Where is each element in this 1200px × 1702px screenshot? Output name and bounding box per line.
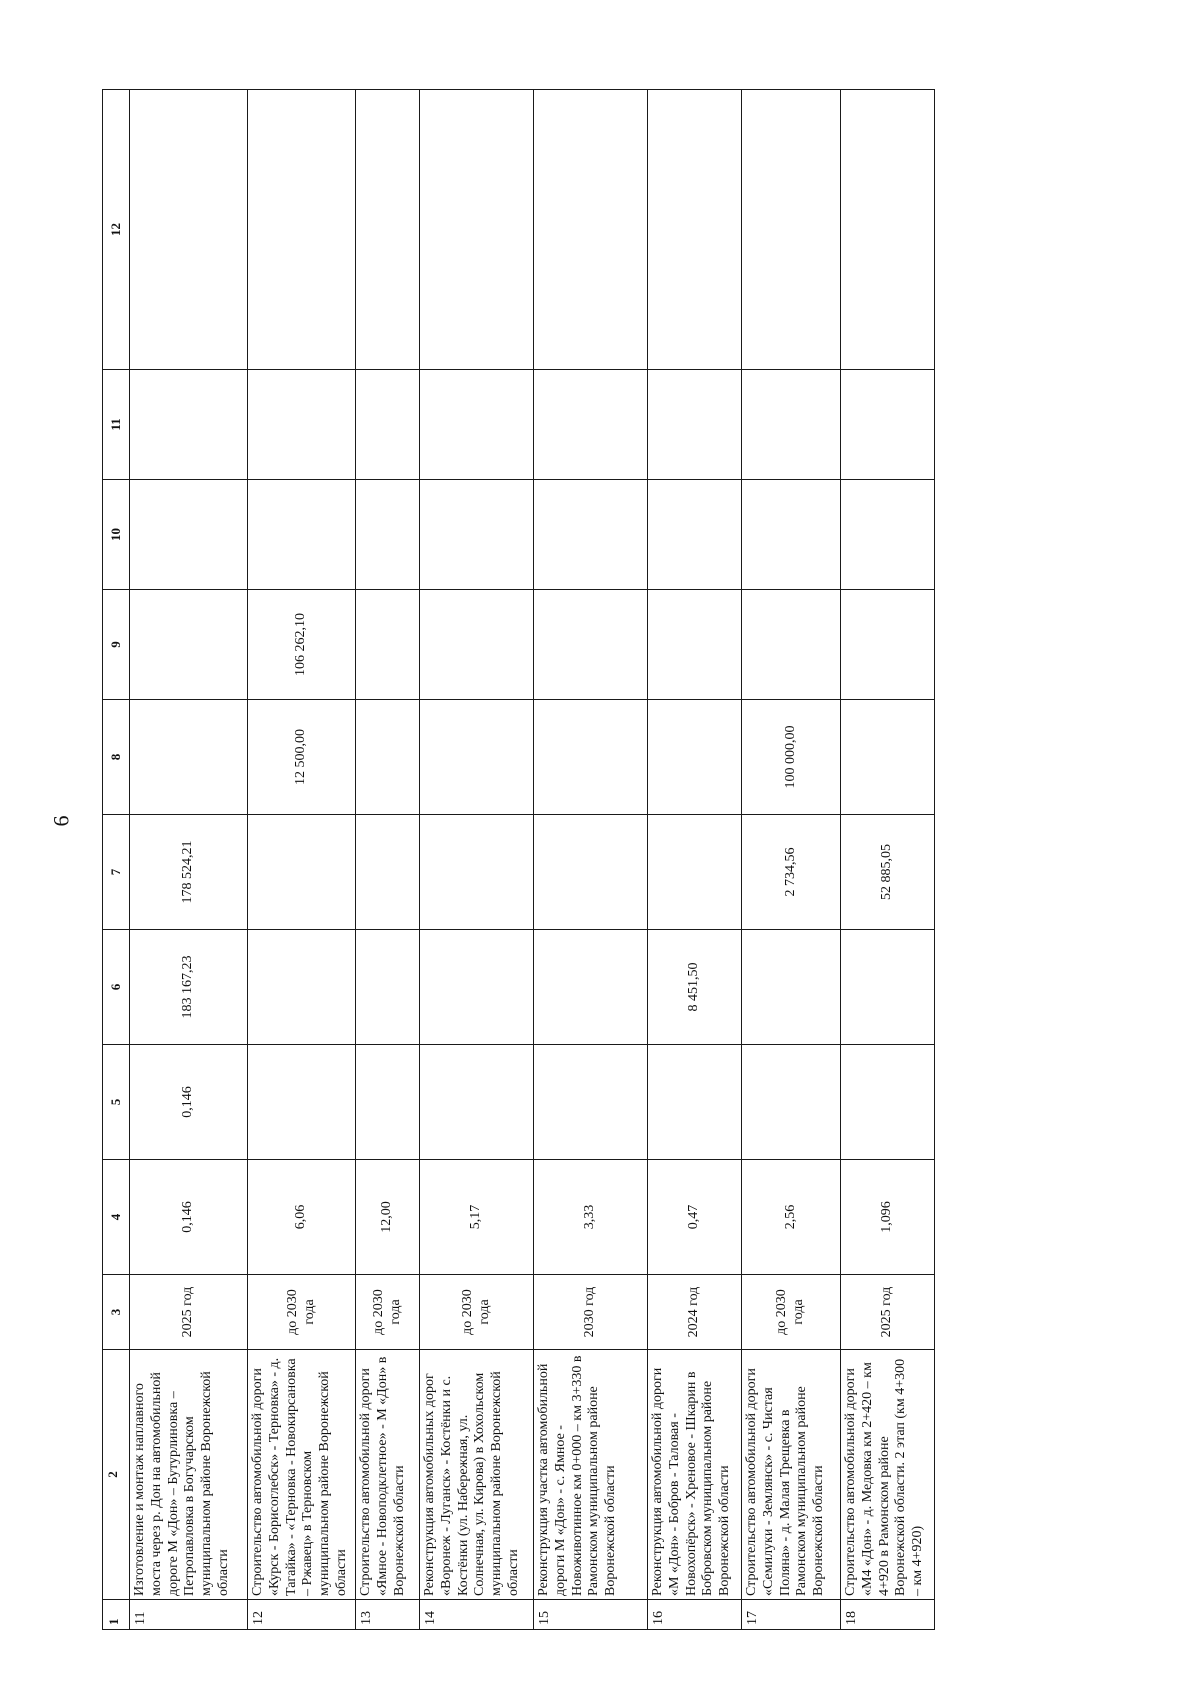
table-row [841, 90, 935, 1630]
table-row [534, 90, 648, 1630]
value-col-11-cell [742, 370, 841, 480]
value-col-9-cell: 106 262,10 [248, 590, 356, 700]
row-number-cell: 13 [356, 1600, 420, 1630]
column-header: 7 [103, 815, 130, 930]
value-col-10-cell [356, 480, 420, 590]
value-col-5-cell [648, 1045, 742, 1160]
table-row [356, 90, 420, 1630]
column-header: 9 [103, 590, 130, 700]
value-col-7-cell: 178 524,21 [130, 815, 248, 930]
value-col-10-cell [534, 480, 648, 590]
row-number-cell: 12 [248, 1600, 356, 1630]
value-col-10-cell [248, 480, 356, 590]
value-col-12-cell [742, 90, 841, 370]
data-table [102, 89, 935, 1630]
value-col-6-cell [420, 930, 534, 1045]
value-col-8-cell [534, 700, 648, 815]
value-col-11-cell [841, 370, 935, 480]
value-col-8-cell [356, 700, 420, 815]
value-col-6-cell [841, 930, 935, 1045]
table-row [742, 90, 841, 1630]
value-col-11-cell [356, 370, 420, 480]
value-col-12-cell [130, 90, 248, 370]
table-row [248, 90, 356, 1630]
value-col-6-cell [534, 930, 648, 1045]
table-row [420, 90, 534, 1630]
value-col-8-cell [130, 700, 248, 815]
row-number-cell: 17 [742, 1600, 841, 1630]
object-name-cell: Строительство автомобильной дороги «Ямное - Новоподклетное» - М «Дон» в Воронежской области [356, 1350, 420, 1600]
value-col-12-cell [356, 90, 420, 370]
row-number-cell: 18 [841, 1600, 935, 1630]
value-col-6-cell [248, 930, 356, 1045]
row-number-cell: 11 [130, 1600, 248, 1630]
value-col-5-cell [534, 1045, 648, 1160]
value-col-5-cell [356, 1045, 420, 1160]
value-col-6-cell: 8 451,50 [648, 930, 742, 1045]
column-header: 4 [103, 1160, 130, 1275]
period-cell: до 2030 года [248, 1275, 356, 1350]
period-cell: до 2030 года [356, 1275, 420, 1350]
value-col-8-cell [648, 700, 742, 815]
value-col-11-cell [130, 370, 248, 480]
value-col-7-cell [648, 815, 742, 930]
value-col-5-cell [742, 1045, 841, 1160]
column-header: 10 [103, 480, 130, 590]
value-col-6-cell [742, 930, 841, 1045]
value-col-9-cell [130, 590, 248, 700]
value-col-11-cell [648, 370, 742, 480]
object-name-cell: Реконструкция участка автомобильной дороги М «Дон» - с. Ямное - Новоживотинное км 0+000 – км 3+330 в Рамонском муниципальном районе Воронежской области [534, 1350, 648, 1600]
length-km-cell: 0,47 [648, 1160, 742, 1275]
length-km-cell: 3,33 [534, 1160, 648, 1275]
period-cell: 2025 год [130, 1275, 248, 1350]
value-col-10-cell [841, 480, 935, 590]
value-col-5-cell: 0,146 [130, 1045, 248, 1160]
object-name-cell: Реконструкция автомобильной дороги «М «Дон» - Бобров - Таловая - Новохопёрск» - Хреновое - Шкарин в Бобровском муниципальном районе Воронежской области [648, 1350, 742, 1600]
value-col-9-cell [534, 590, 648, 700]
value-col-7-cell [248, 815, 356, 930]
row-number-cell: 14 [420, 1600, 534, 1630]
value-col-5-cell [248, 1045, 356, 1160]
value-col-6-cell: 183 167,23 [130, 930, 248, 1045]
object-name-cell: Реконструкция автомобильных дорог «Воронеж - Луганск» - Костёнки и с. Костёнки (ул. Набережная, ул. Солнечная, ул. Кирова) в Хохольском муниципальном районе Воронежской области [420, 1350, 534, 1600]
object-name-cell: Изготовление и монтаж наплавного моста через р. Дон на автомобильной дороге М «Дон» – Бутурлиновка – Петропавловка в Богучарском муниципальном районе Воронежской области [130, 1350, 248, 1600]
length-km-cell: 1,096 [841, 1160, 935, 1275]
value-col-7-cell [534, 815, 648, 930]
period-cell: 2025 год [841, 1275, 935, 1350]
column-header: 6 [103, 930, 130, 1045]
table-row [648, 90, 742, 1630]
value-col-12-cell [648, 90, 742, 370]
value-col-9-cell [742, 590, 841, 700]
table-body [103, 90, 935, 1630]
column-header: 1 [103, 1600, 130, 1630]
value-col-7-cell: 2 734,56 [742, 815, 841, 930]
period-cell: до 2030 года [420, 1275, 534, 1350]
column-header: 12 [103, 90, 130, 370]
period-cell: 2030 год [534, 1275, 648, 1350]
column-header: 5 [103, 1045, 130, 1160]
value-col-5-cell [420, 1045, 534, 1160]
length-km-cell: 6,06 [248, 1160, 356, 1275]
value-col-8-cell [841, 700, 935, 815]
column-header: 11 [103, 370, 130, 480]
row-number-cell: 15 [534, 1600, 648, 1630]
object-name-cell: Строительство автомобильной дороги «Курск - Борисоглебск» - Терновка» - д. Тагайка» - «Терновка - Новокирсановка – Ржавец» в Терновском муниципальном районе Воронежской области [248, 1350, 356, 1600]
value-col-6-cell [356, 930, 420, 1045]
value-col-9-cell [841, 590, 935, 700]
value-col-7-cell: 52 885,05 [841, 815, 935, 930]
column-header: 8 [103, 700, 130, 815]
page-number: 6 [48, 815, 74, 827]
value-col-8-cell [420, 700, 534, 815]
value-col-10-cell [420, 480, 534, 590]
object-name-cell: Строительство автомобильной дороги «Семилуки - Землянск» - с. Чистая Поляна» - д. Малая Трещевка в Рамонском муниципальном районе Воронежской области [742, 1350, 841, 1600]
value-col-12-cell [248, 90, 356, 370]
object-name-cell: Строительство автомобильной дороги «М4 «Дон» - д. Медовка км 2+420 – км 4+920 в Рамонском районе Воронежской области. 2 этап (км 4+300 – км 4+920) [841, 1350, 935, 1600]
period-cell: 2024 год [648, 1275, 742, 1350]
value-col-11-cell [248, 370, 356, 480]
value-col-12-cell [534, 90, 648, 370]
column-header: 3 [103, 1275, 130, 1350]
header-row [103, 90, 130, 1630]
value-col-7-cell [420, 815, 534, 930]
value-col-12-cell [420, 90, 534, 370]
value-col-10-cell [742, 480, 841, 590]
row-number-cell: 16 [648, 1600, 742, 1630]
rotated-table-container [102, 90, 1118, 1630]
value-col-8-cell: 100 000,00 [742, 700, 841, 815]
length-km-cell: 5,17 [420, 1160, 534, 1275]
length-km-cell: 2,56 [742, 1160, 841, 1275]
value-col-10-cell [648, 480, 742, 590]
value-col-12-cell [841, 90, 935, 370]
value-col-10-cell [130, 480, 248, 590]
value-col-9-cell [648, 590, 742, 700]
value-col-11-cell [420, 370, 534, 480]
length-km-cell: 12,00 [356, 1160, 420, 1275]
value-col-11-cell [534, 370, 648, 480]
value-col-8-cell: 12 500,00 [248, 700, 356, 815]
value-col-9-cell [356, 590, 420, 700]
value-col-5-cell [841, 1045, 935, 1160]
value-col-9-cell [420, 590, 534, 700]
value-col-7-cell [356, 815, 420, 930]
table-row [130, 90, 248, 1630]
length-km-cell: 0,146 [130, 1160, 248, 1275]
period-cell: до 2030 года [742, 1275, 841, 1350]
column-header: 2 [103, 1350, 130, 1600]
